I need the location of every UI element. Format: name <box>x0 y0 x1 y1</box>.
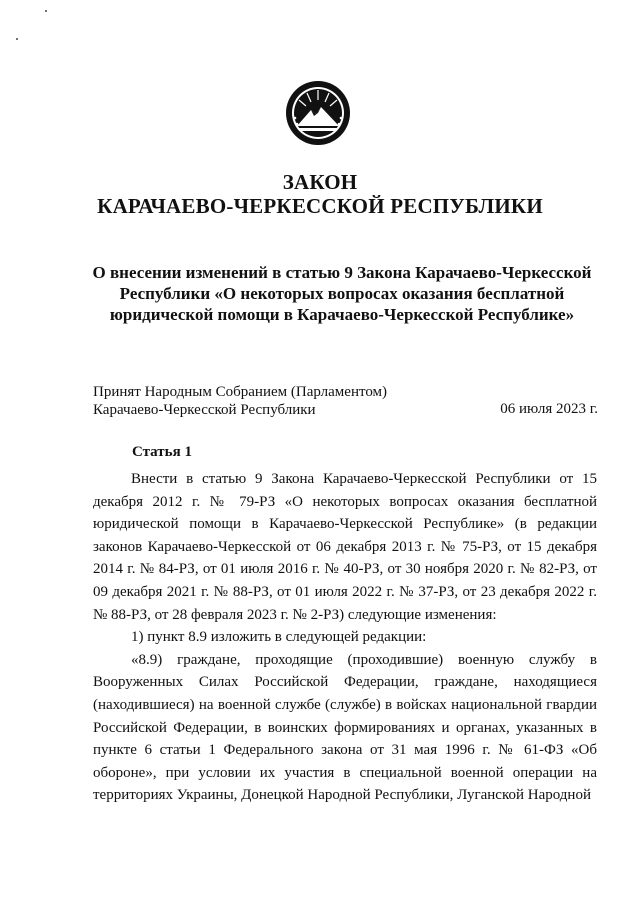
article-paragraph: «8.9) граждане, проходящие (проходившие) военную службу в Вооруженных Силах Российской Федерации, граждане, находящиеся (находившиеся) на военной службе (службе) в войсках национальной гвардии Российской Федерации, в воинских формированиях и органах, указанных в пункте 6 статьи 1 Федерального закона от 31 мая 1996 г. № 61-ФЗ «Об обороне», при условии их участия в специальной военной операции на территориях Украины, Донецкой Народной Республики, Луганской Народной <box>93 651 597 804</box>
article-paragraph: 1) пункт 8.9 изложить в следующей редакции: <box>131 629 427 646</box>
adoption-line-2: Карачаево-Черкесской Республики <box>93 402 316 418</box>
adoption-date: 06 июля 2023 г. <box>500 401 598 417</box>
document-title: ЗАКОН <box>282 170 358 194</box>
article-body <box>93 468 597 807</box>
adoption-info <box>93 383 387 419</box>
coat-of-arms-emblem-icon <box>285 80 351 146</box>
article-paragraph: Внести в статью 9 Закона Карачаево-Черкесской Республики от 15 декабря 2012 г. № 79-РЗ «О некоторых вопросах оказания бесплатной юридической помощи в Карачаево-Черкесской Республике» (в редакции законов Карачаево-Черкесской от 06 декабря 2013 г. № 75-РЗ, от 15 декабря 2014 г. № 84-РЗ, от 01 июля 2016 г. № 40-РЗ, от 30 ноября 2020 г. № 82-РЗ, от 09 декабря 2021 г. № 88-РЗ, от 01 июля 2022 г. № 37-РЗ, от 23 декабря 2022 г. № 88-РЗ, от 28 февраля 2023 г. № 2-РЗ) следующие изменения: <box>93 471 597 623</box>
article-heading: Статья 1 <box>132 444 192 460</box>
scan-speck <box>16 38 18 40</box>
law-subtitle: О внесении изменений в статью 9 Закона Карачаево-Черкесской Республики «О некоторых вопросах оказания бесплатной юридической помощи в Карачаево-Черкесской Республике» <box>92 263 592 324</box>
adoption-line-1: Принят Народным Собранием (Парламентом) <box>93 384 388 400</box>
document-title-republic: КАРАЧАЕВО-ЧЕРКЕССКОЙ РЕСПУБЛИКИ <box>97 194 543 218</box>
scan-speck <box>45 10 47 12</box>
